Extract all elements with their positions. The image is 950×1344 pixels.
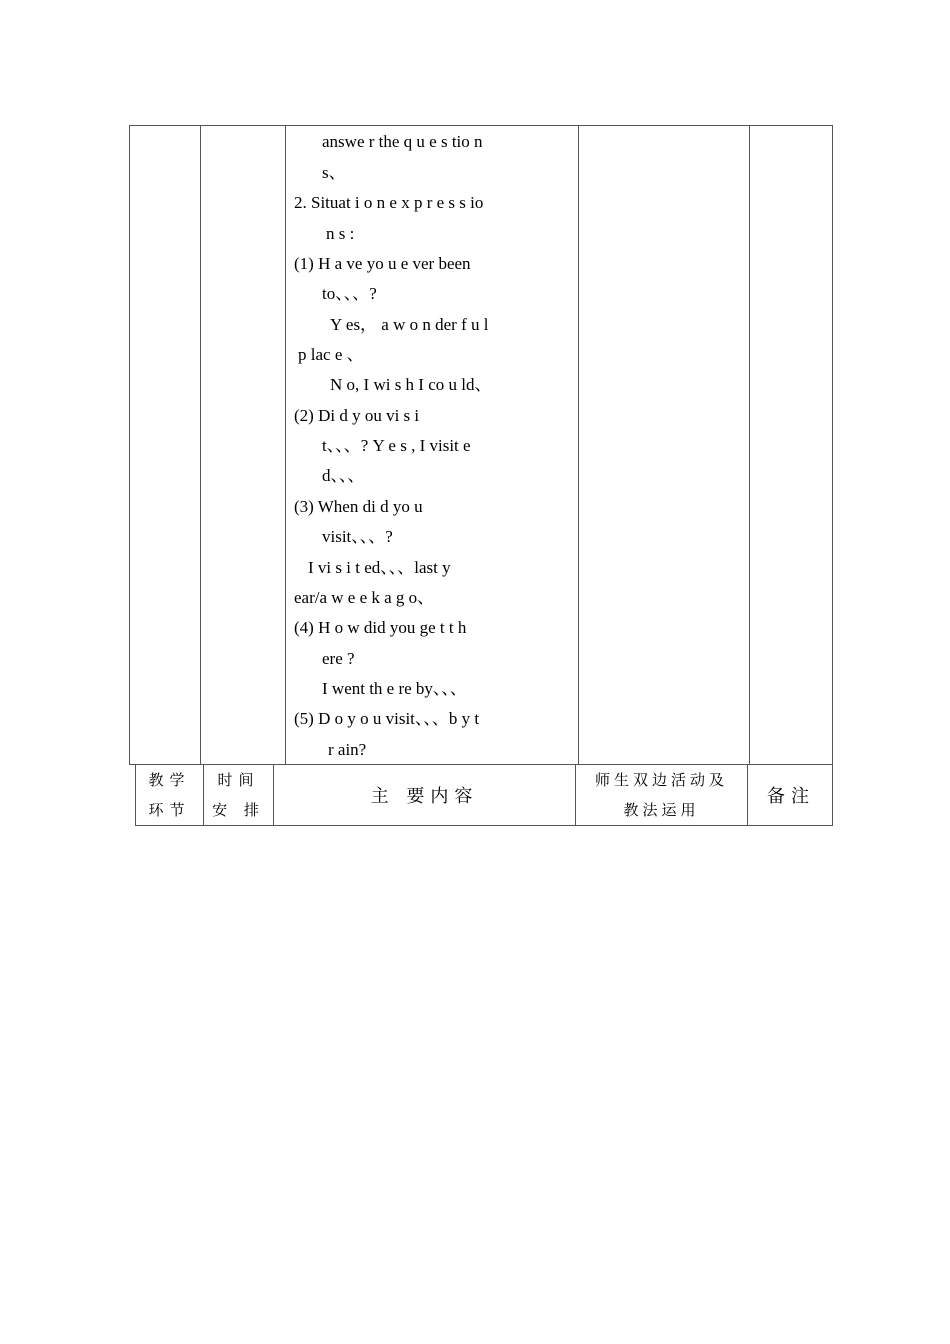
header-remarks: [748, 765, 834, 825]
header-text: 安 排: [212, 801, 265, 819]
content-line: p lac e 、: [298, 345, 364, 364]
header-text: 教法运用: [623, 801, 700, 819]
content-line: visit、、、?: [322, 527, 393, 546]
content-line: I vi s i t ed、、、last y: [308, 558, 451, 577]
column-divider: [200, 126, 201, 764]
content-line: s、: [322, 163, 346, 182]
table-header-row: [135, 764, 833, 826]
lesson-table-body: [129, 125, 833, 765]
header-activities-methods: [576, 765, 747, 825]
content-line: Y es， a w o n der f u l: [330, 315, 489, 334]
header-text: 备注: [767, 786, 815, 807]
content-line: (4) H o w did you ge t t h: [294, 618, 467, 637]
content-line: (1) H a ve yo u e ver been: [294, 254, 471, 273]
content-line: n s :: [326, 224, 355, 243]
content-line: to、、、?: [322, 284, 377, 303]
content-line: (2) Di d y ou vi s i: [294, 406, 420, 425]
header-text: 时间: [217, 771, 260, 789]
content-line: ere ?: [322, 649, 355, 668]
content-line: d、、、: [322, 466, 365, 485]
header-text: 教学: [148, 771, 191, 789]
content-line: N o, I wi s h I co u ld、: [330, 375, 492, 394]
content-line: ear/a w e e k a g o、: [294, 588, 435, 607]
main-content-cell: [286, 126, 578, 764]
header-text: 主 要内容: [370, 786, 479, 807]
content-line: answe r the q u e s tio n: [322, 132, 483, 151]
column-divider: [578, 126, 579, 764]
content-line: (5) D o y o u visit、、、b y t: [294, 709, 480, 728]
header-text: 环节: [148, 801, 191, 819]
header-teaching-stage: [136, 765, 203, 825]
column-divider: [749, 126, 750, 764]
header-text: 师生双边活动及: [594, 771, 728, 789]
header-time-arrangement: [204, 765, 273, 825]
content-line: r ain?: [328, 740, 367, 759]
content-line: 2. Situat i o n e x p r e s s io: [294, 193, 484, 212]
content-line: I went th e re by、、、: [322, 679, 467, 698]
content-line: (3) When di d yo u: [294, 497, 423, 516]
header-main-content: [274, 765, 575, 825]
content-line: t、、、? Y e s , I visit e: [322, 436, 471, 455]
